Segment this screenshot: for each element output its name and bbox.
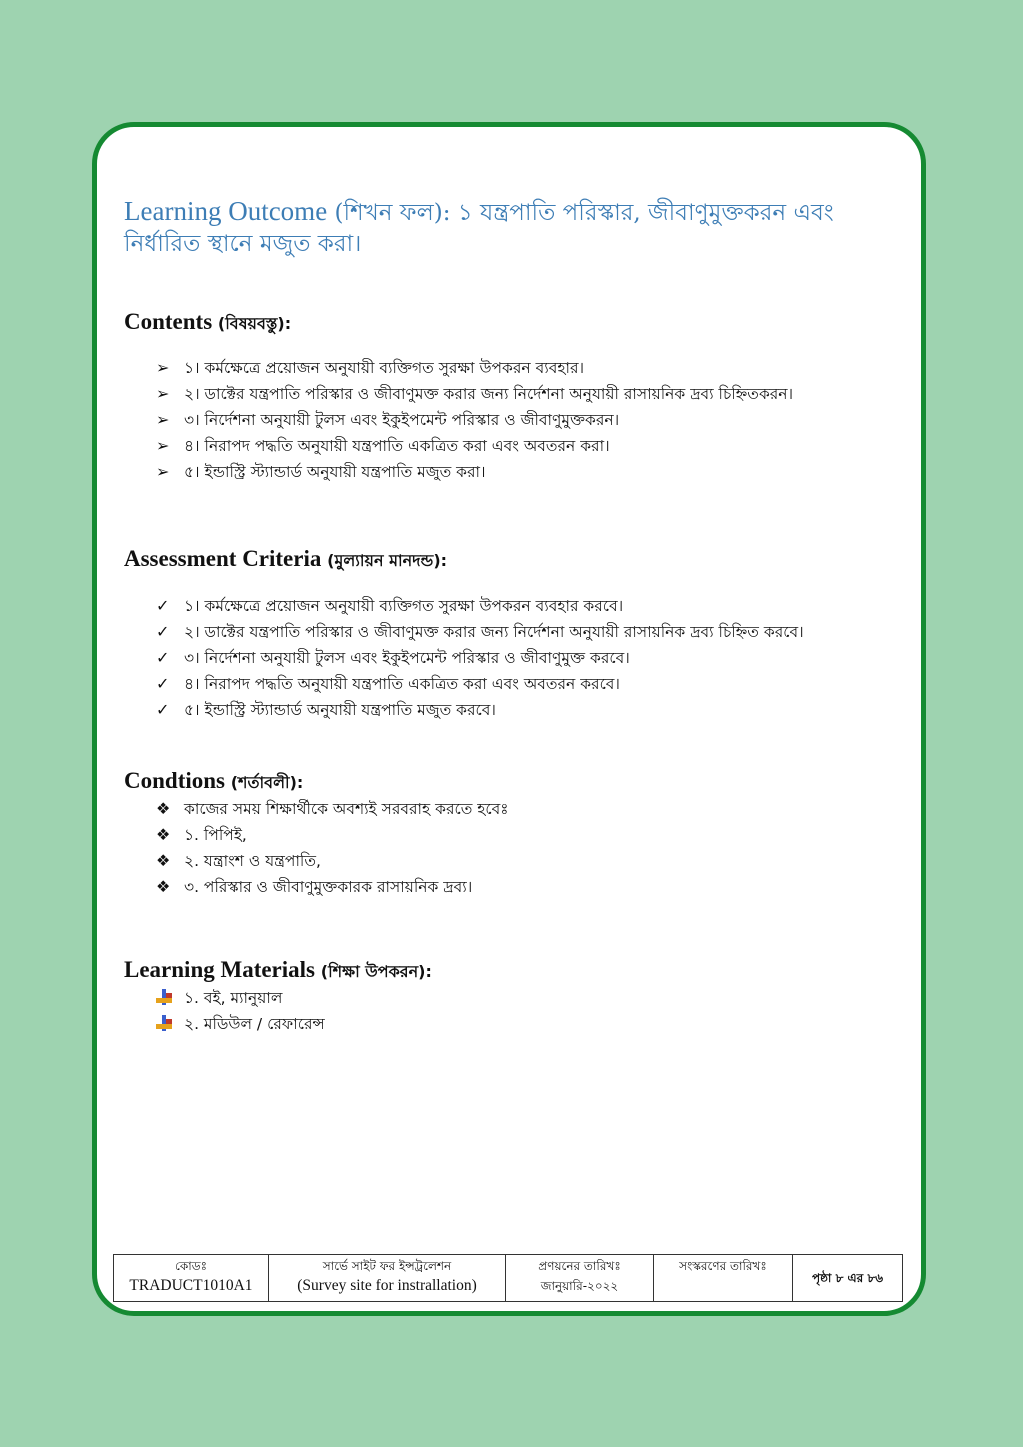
materials-heading (124, 957, 432, 986)
footer-code-label: কোডঃ (175, 1259, 207, 1273)
list-item: ❖ ২. যন্ত্রাংশ ও যন্ত্রপাতি, (156, 848, 509, 874)
checkmark-icon: ✓ (156, 700, 170, 719)
assessment-heading-en: Assessment Criteria (124, 546, 322, 571)
footer-code-cell (114, 1255, 269, 1302)
learning-outcome-text: (শিখন ফল): ১ যন্ত্রপাতি পরিস্কার, জীবাণুমুক্তকরন এবং নির্ধারিত স্থানে মজুত করা। (124, 200, 834, 257)
arrow-bullet-icon: ➢ (156, 410, 170, 429)
footer-rev-label: সংস্করণের তারিখঃ (679, 1259, 767, 1273)
footer-code-value: TRADUCT1010A1 (129, 1277, 253, 1294)
footer-title-cell (269, 1255, 506, 1302)
diamond-bullet-icon: ❖ (156, 851, 171, 870)
footer-table (113, 1254, 903, 1302)
materials-heading-en: Learning Materials (124, 957, 315, 982)
list-item: ➢ ৪। নিরাপদ পদ্ধতি অনুযায়ী যন্ত্রপাতি একত্রিত করা এবং অবতরন করা। (156, 433, 793, 459)
list-item: ❖ ১. পিপিই, (156, 822, 509, 848)
arrow-bullet-icon: ➢ (156, 384, 170, 403)
diamond-bullet-icon: ❖ (156, 799, 171, 818)
learning-outcome-label: Learning Outcome (124, 196, 328, 226)
checkmark-icon: ✓ (156, 596, 170, 615)
contents-heading (124, 309, 291, 338)
checkmark-icon: ✓ (156, 674, 170, 693)
list-item: ➢ ১। কর্মক্ষেত্রে প্রয়োজন অনুযায়ী ব্যক্তিগত সুরক্ষা উপকরন ব্যবহার। (156, 355, 793, 381)
list-item: ১. বই, ম্যানুয়াল (156, 985, 325, 1011)
list-item: ✓ ১। কর্মক্ষেত্রে প্রয়োজন অনুযায়ী ব্যক্তিগত সুরক্ষা উপকরন ব্যবহার করবে। (156, 593, 804, 619)
checkmark-icon: ✓ (156, 622, 170, 641)
assessment-heading-bn: (মুল্যায়ন মানদন্ড): (327, 551, 448, 570)
footer-page-cell (793, 1255, 903, 1302)
footer-prep-value: জানুয়ারি-২০২২ (540, 1279, 619, 1293)
conditions-heading-en: Condtions (124, 768, 225, 793)
footer-title-en: (Survey site for instrallation) (297, 1277, 477, 1294)
learning-outcome (124, 196, 904, 260)
list-item: ➢ ৩। নির্দেশনা অনুযায়ী টুলস এবং ইকুইপমেন্ট পরিস্কার ও জীবাণুমুক্তকরন। (156, 407, 793, 433)
arrow-bullet-icon: ➢ (156, 462, 170, 481)
diamond-bullet-icon: ❖ (156, 825, 171, 844)
list-item: ➢ ৫। ইন্ডাস্ট্রি স্ট্যান্ডার্ড অনুযায়ী যন্ত্রপাতি মজুত করা। (156, 459, 793, 485)
materials-list (156, 985, 325, 1037)
list-item: ✓ ৩। নির্দেশনা অনুযায়ী টুলস এবং ইকুইপমেন্ট পরিস্কার ও জীবাণুমুক্ত করবে। (156, 645, 804, 671)
list-item: ২. মডিউল / রেফারেন্স (156, 1011, 325, 1037)
pushpin-bullet-icon (156, 989, 172, 1005)
list-item: ✓ ৫। ইন্ডাস্ট্রি স্ট্যান্ডার্ড অনুযায়ী যন্ত্রপাতি মজুত করবে। (156, 697, 804, 723)
conditions-list (156, 796, 509, 900)
arrow-bullet-icon: ➢ (156, 436, 170, 455)
conditions-heading-bn: (শর্তাবলী): (230, 773, 304, 792)
materials-heading-bn: (শিক্ষা উপকরন): (320, 962, 432, 981)
arrow-bullet-icon: ➢ (156, 358, 170, 377)
list-item: ✓ ২। ডাক্টের যন্ত্রপাতি পরিস্কার ও জীবাণুমক্ত করার জন্য নির্দেশনা অনুযায়ী রাসায়নিক দ্রব্য চিহ্নিত করবে। (156, 619, 804, 645)
list-item: ❖ ৩. পরিস্কার ও জীবাণুমুক্তকারক রাসায়নিক দ্রব্য। (156, 874, 509, 900)
diamond-bullet-icon: ❖ (156, 877, 171, 896)
assessment-list (156, 593, 804, 723)
footer-prep-label: প্রণয়নের তারিখঃ (538, 1259, 621, 1273)
footer-page-number: পৃষ্ঠা ৮ এর ৮৬ (811, 1271, 884, 1285)
contents-heading-bn: (বিষয়বস্তু): (217, 314, 292, 333)
checkmark-icon: ✓ (156, 648, 170, 667)
list-item: ✓ ৪। নিরাপদ পদ্ধতি অনুযায়ী যন্ত্রপাতি একত্রিত করা এবং অবতরন করবে। (156, 671, 804, 697)
pushpin-bullet-icon (156, 1015, 172, 1031)
contents-list (156, 355, 793, 485)
contents-heading-en: Contents (124, 309, 213, 334)
list-item: ➢ ২। ডাক্টের যন্ত্রপাতি পরিস্কার ও জীবাণুমক্ত করার জন্য নির্দেশনা অনুযায়ী রাসায়নিক দ্রব্য চিহ্নিতকরন। (156, 381, 793, 407)
footer-prep-cell (506, 1255, 654, 1302)
conditions-heading (124, 768, 303, 797)
footer-rev-cell (654, 1255, 793, 1302)
footer-title-bn: সার্ভে সাইট ফর ইন্সট্রলেশন (322, 1259, 452, 1273)
assessment-heading (124, 546, 447, 575)
list-item: ❖ কাজের সময় শিক্ষার্থীকে অবশ্যই সরবরাহ করতে হবেঃ (156, 796, 509, 822)
